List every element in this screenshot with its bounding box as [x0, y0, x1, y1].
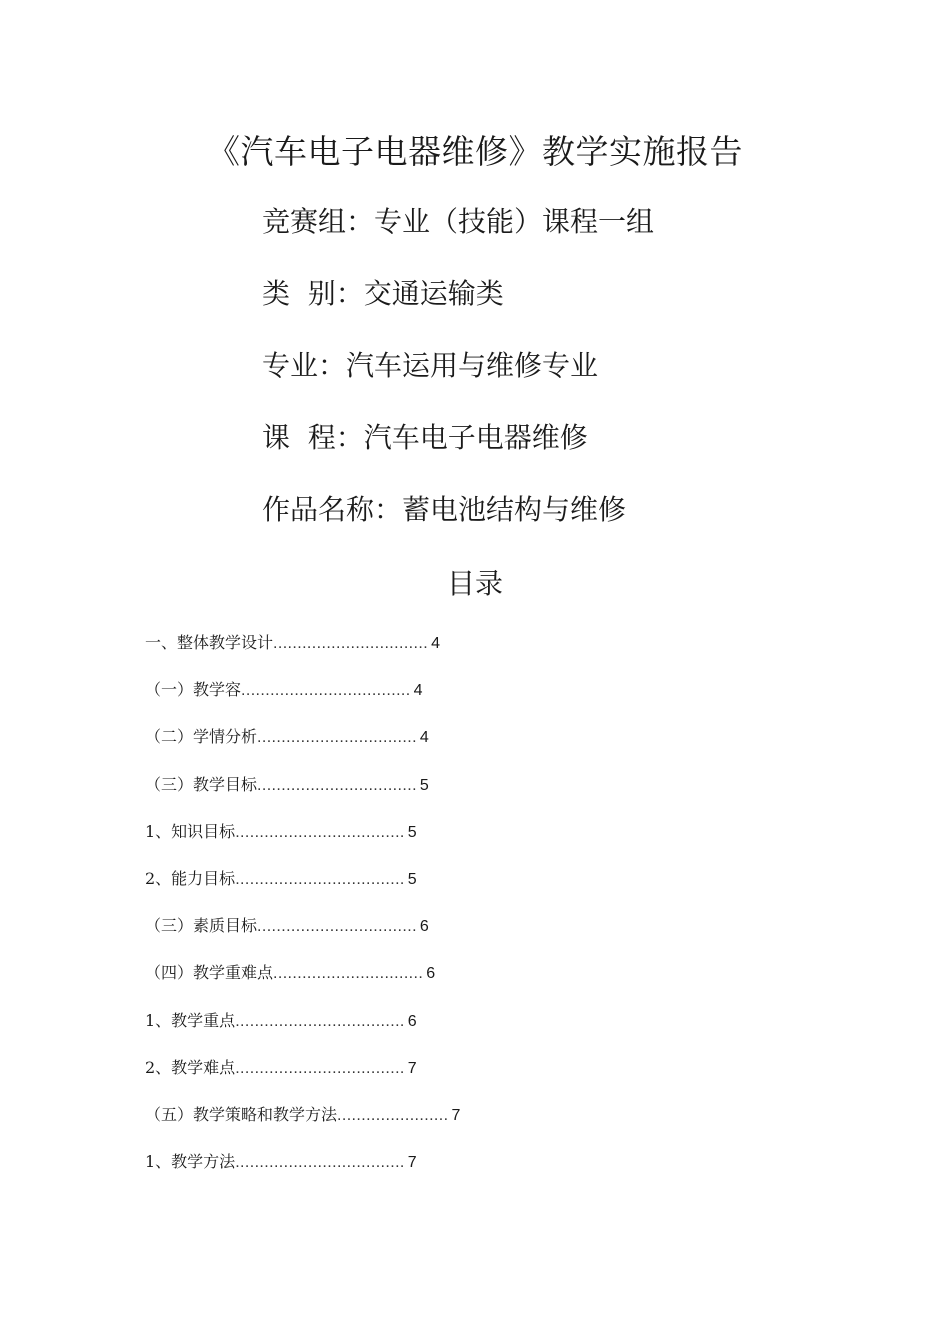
toc-leader-dots: ................................... — [235, 1012, 405, 1030]
toc-entry-label: （五）教学策略和教学方法 — [145, 1104, 338, 1124]
toc-entry-label: 一、整体教学设计 — [145, 633, 274, 652]
toc-page-number: 5 — [407, 823, 417, 841]
toc-entry-label: （三）教学目标 — [145, 774, 258, 794]
toc-leader-dots: ................................... — [235, 1154, 405, 1172]
table-of-contents — [145, 628, 460, 1194]
toc-entry-label: （一）教学容 — [145, 680, 242, 700]
toc-entry[interactable] — [145, 1053, 460, 1100]
toc-entry[interactable] — [145, 817, 460, 864]
info-course: 课 程：汽车电子电器维修 — [262, 421, 588, 454]
toc-entry[interactable] — [145, 628, 460, 675]
info-competition-group: 竞赛组：专业（技能）课程一组 — [262, 205, 655, 238]
toc-heading: 目录 — [446, 567, 503, 600]
toc-page-number: 7 — [451, 1106, 461, 1124]
toc-leader-dots: ................................. — [257, 918, 417, 936]
toc-entry-label: （四）教学重难点 — [145, 963, 274, 983]
toc-leader-dots: ................................... — [235, 870, 405, 888]
info-work-name: 作品名称：蓄电池结构与维修 — [262, 493, 627, 526]
report-info — [262, 200, 654, 560]
toc-entry[interactable] — [145, 911, 460, 958]
toc-entry-label: （三）素质目标 — [145, 916, 258, 936]
toc-entry-label: 1、知识目标 — [145, 821, 236, 841]
toc-leader-dots: ................................... — [235, 823, 405, 841]
toc-entry-label: 2、教学难点 — [145, 1057, 236, 1077]
toc-leader-dots: ................................ — [273, 635, 429, 652]
toc-entry[interactable] — [145, 1006, 460, 1053]
toc-entry-label: 1、教学方法 — [145, 1152, 236, 1172]
toc-entry[interactable] — [145, 864, 460, 911]
toc-page-number: 5 — [419, 776, 429, 794]
toc-page-number: 7 — [407, 1154, 417, 1172]
toc-page-number: 7 — [407, 1059, 417, 1077]
toc-leader-dots: ................................. — [257, 776, 417, 794]
info-category: 类 别：交通运输类 — [262, 277, 504, 310]
toc-leader-dots: ....................... — [337, 1106, 449, 1124]
toc-page-number: 6 — [426, 965, 436, 983]
info-major: 专业：汽车运用与维修专业 — [262, 349, 599, 382]
toc-leader-dots: ................................... — [241, 682, 411, 700]
toc-page-number: 6 — [419, 918, 429, 936]
toc-entry[interactable] — [145, 722, 460, 769]
toc-page-number: 6 — [407, 1012, 417, 1030]
toc-leader-dots: ................................... — [235, 1059, 405, 1077]
toc-entry-label: 1、教学重点 — [145, 1010, 236, 1030]
toc-page-number: 5 — [407, 870, 417, 888]
document-title: 《汽车电子电器维修》教学实施报告 — [207, 132, 743, 171]
toc-entry[interactable] — [145, 770, 460, 817]
toc-leader-dots: ............................... — [273, 965, 424, 983]
toc-page-number: 4 — [413, 682, 423, 700]
toc-entry[interactable] — [145, 958, 460, 1005]
toc-page-number: 4 — [419, 729, 429, 747]
toc-entry-label: 2、能力目标 — [145, 868, 236, 888]
toc-entry[interactable] — [145, 675, 460, 722]
toc-leader-dots: ................................. — [257, 729, 417, 747]
toc-entry-label: （二）学情分析 — [145, 727, 258, 747]
toc-page-number: 4 — [431, 635, 440, 652]
toc-entry[interactable] — [145, 1147, 460, 1194]
toc-entry[interactable] — [145, 1100, 460, 1147]
